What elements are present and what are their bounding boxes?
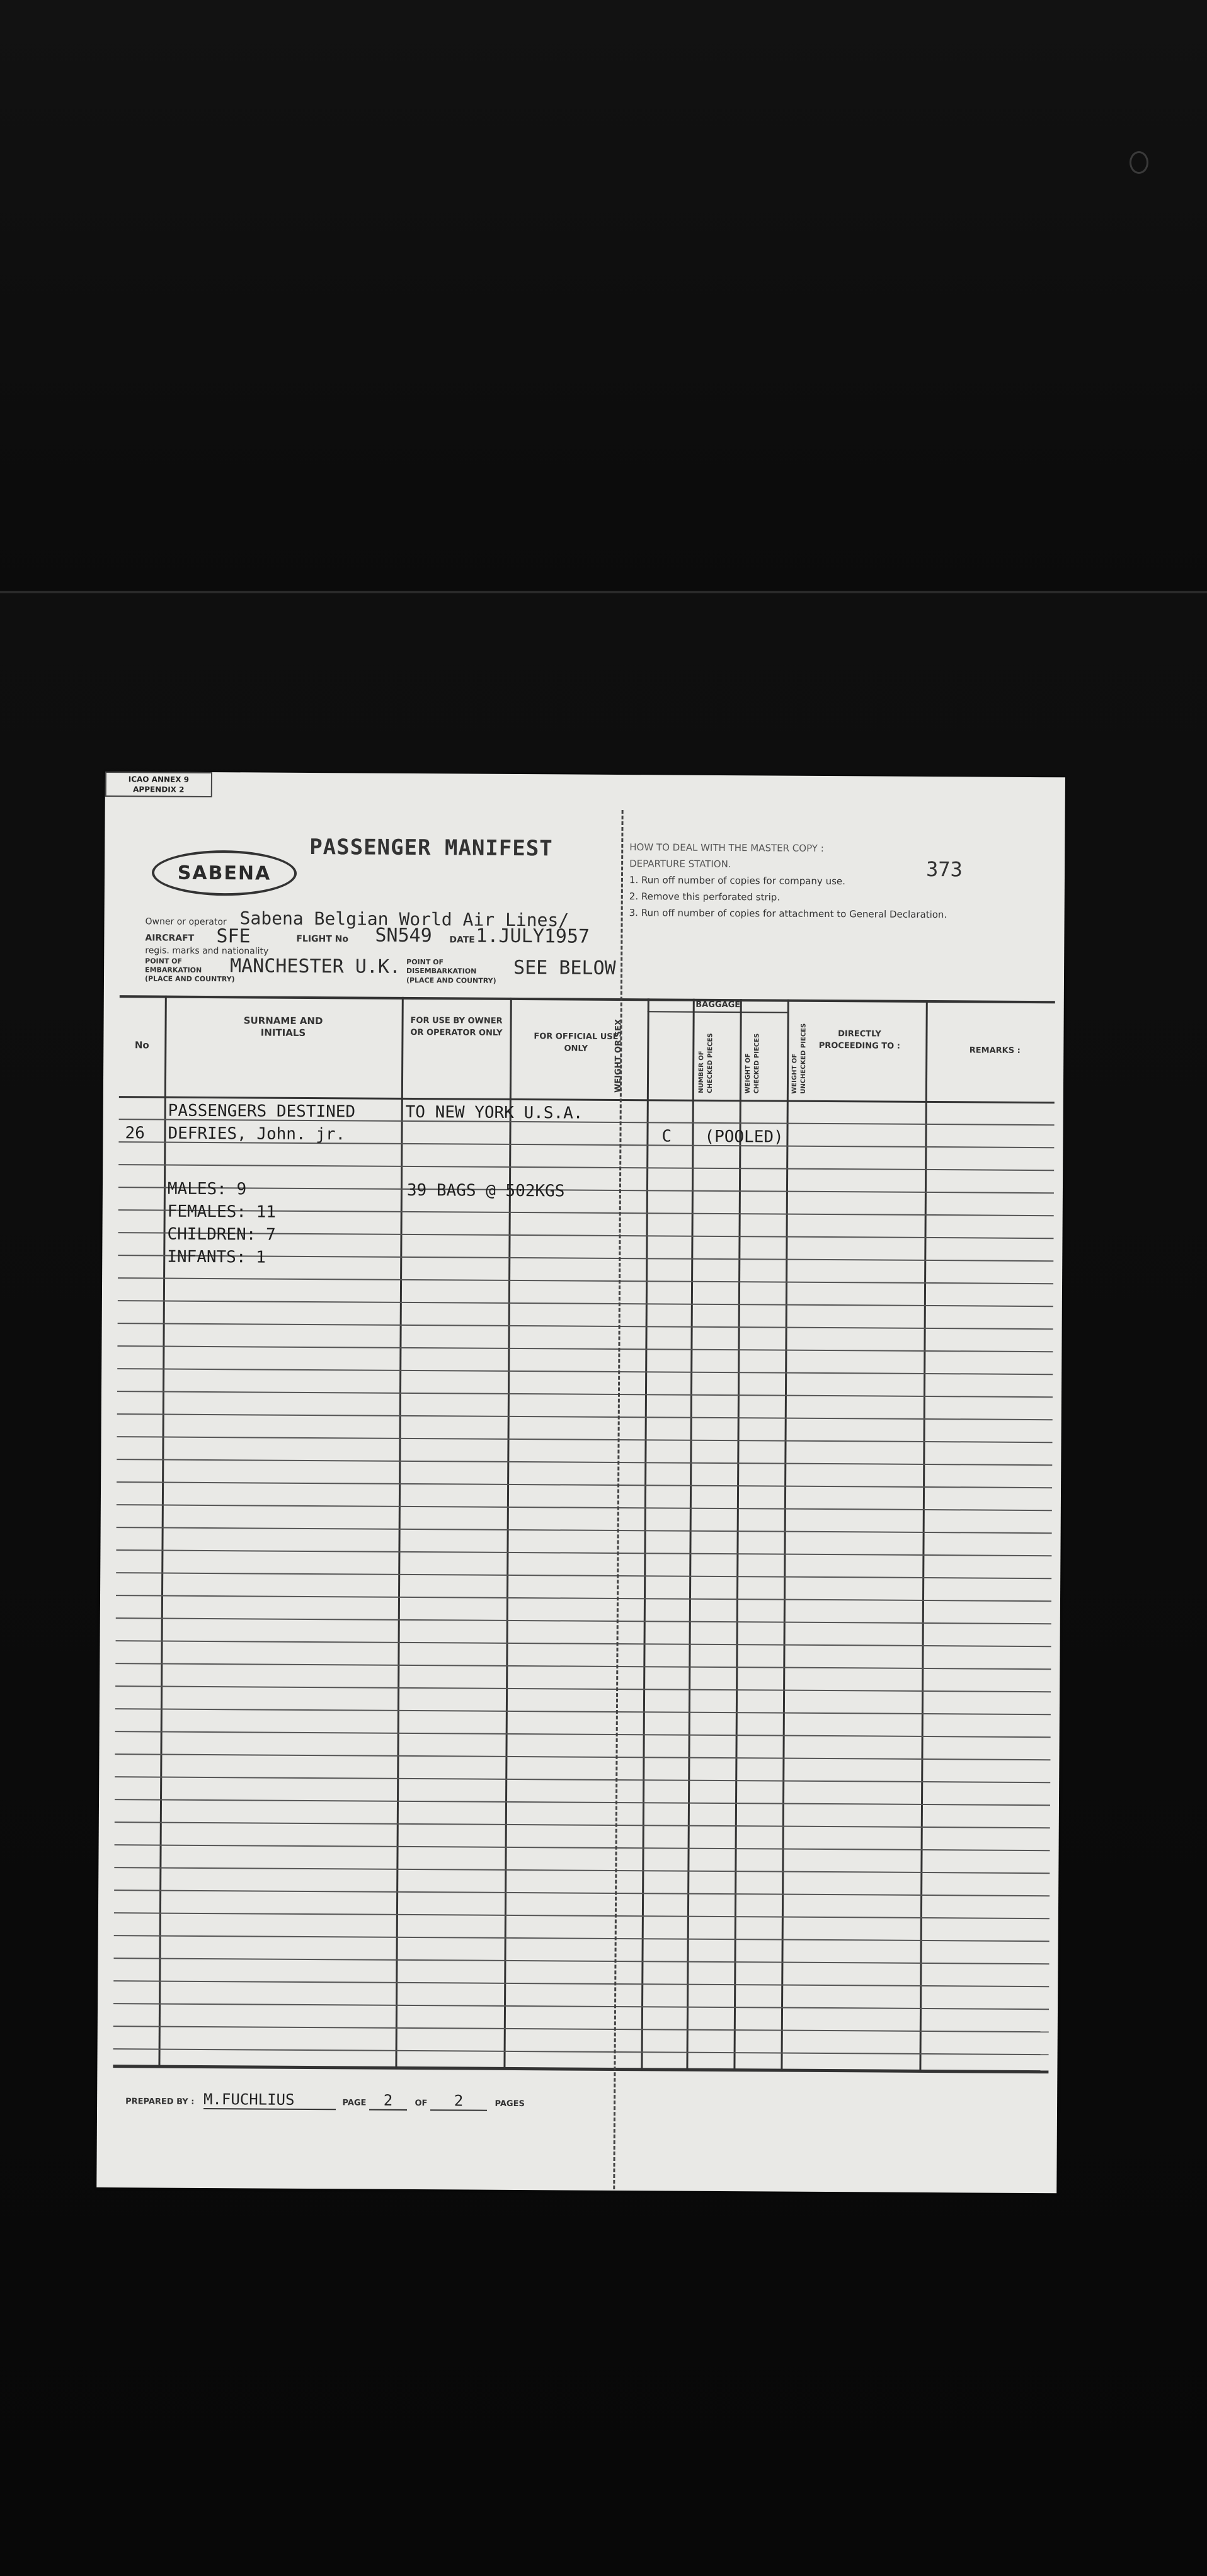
ruled-line xyxy=(116,1617,1051,1624)
ruled-line xyxy=(117,1504,1052,1511)
manifest-sheet xyxy=(96,772,1065,2193)
header-baggage: BAGGAGE xyxy=(695,1000,741,1010)
passenger-sex: C xyxy=(661,1127,672,1146)
aircraft-value: SFE xyxy=(216,925,251,948)
ruled-line xyxy=(117,1413,1053,1420)
disembark-label-1: POINT OF xyxy=(406,957,444,967)
destined-text: PASSENGERS DESTINED xyxy=(168,1101,356,1122)
column-divider xyxy=(919,1000,927,2072)
embark-place-label: (PLACE AND COUNTRY) xyxy=(144,974,235,984)
instructions-block xyxy=(629,839,947,923)
ruled-line xyxy=(114,1912,1050,1919)
header-no: No xyxy=(134,1039,149,1051)
ruled-line xyxy=(113,1980,1049,1987)
destined-destination: TO NEW YORK U.S.A. xyxy=(405,1102,583,1123)
of-label: OF xyxy=(415,2099,428,2109)
prepared-value: M.FUCHLIUS xyxy=(203,2090,295,2109)
total-infants: INFANTS: 1 xyxy=(167,1247,266,1267)
ruled-line xyxy=(115,1685,1051,1692)
ruled-line xyxy=(116,1549,1051,1556)
ruled-line xyxy=(115,1776,1050,1783)
manifest-table xyxy=(113,995,1055,2077)
annex-box xyxy=(105,772,212,797)
ruled-line xyxy=(117,1368,1053,1375)
prepared-line xyxy=(203,2090,336,2110)
ruled-line xyxy=(117,1459,1052,1466)
passenger-number: 26 xyxy=(125,1124,145,1143)
instructions-heading: HOW TO DEAL WITH THE MASTER COPY : xyxy=(629,841,824,854)
header-num-checked: NUMBER OF CHECKED PIECES xyxy=(697,1033,714,1093)
sheet-number: 373 xyxy=(925,857,963,882)
instruction-item: 3. Run off number of copies for attachment to General Declaration. xyxy=(629,907,947,921)
ruled-line xyxy=(117,1527,1052,1534)
page-line xyxy=(369,2092,407,2111)
baggage-header-rule xyxy=(648,1011,787,1013)
ruled-line xyxy=(118,1323,1053,1330)
header-weight-checked: WEIGHT OF CHECKED PIECES xyxy=(744,1033,761,1094)
column-divider xyxy=(395,997,403,2069)
header-weight-sex: WEIGHT OR SEX xyxy=(613,1019,624,1093)
sabena-logo: SABENA xyxy=(152,850,297,896)
ruled-line xyxy=(118,1300,1053,1307)
ruled-line xyxy=(118,1187,1054,1194)
table-top-rule xyxy=(120,995,1055,1003)
ruled-line xyxy=(115,1844,1050,1851)
column-divider xyxy=(503,998,512,2070)
page-value: 2 xyxy=(383,2091,393,2109)
of-value: 2 xyxy=(454,2092,464,2110)
ruled-line xyxy=(116,1595,1051,1602)
ruled-line xyxy=(113,1958,1049,1964)
column-divider xyxy=(158,996,166,2068)
footer xyxy=(125,2090,525,2111)
passenger-name: DEFRIES, John. jr. xyxy=(168,1124,346,1144)
instruction-item: 1. Run off number of copies for company use. xyxy=(629,874,845,887)
disembark-label-2: DISEMBARKATION xyxy=(406,966,477,976)
scan-backdrop-top xyxy=(0,0,1207,592)
ruled-line xyxy=(118,1164,1054,1171)
ruled-line xyxy=(113,2003,1049,2010)
total-children: CHILDREN: 7 xyxy=(167,1224,276,1245)
ruled-line xyxy=(118,1277,1053,1284)
pages-label: PAGES xyxy=(495,2099,525,2109)
punch-hole-mark xyxy=(1130,151,1148,174)
ruled-line xyxy=(114,1935,1050,1942)
header-remarks: REMARKS : xyxy=(969,1046,1021,1056)
form-title: PASSENGER MANIFEST xyxy=(309,834,553,862)
column-divider xyxy=(733,999,741,2071)
header-weight-unchecked: WEIGHT OF UNCHECKED PIECES xyxy=(791,1023,808,1094)
ruled-line xyxy=(115,1799,1050,1806)
ruled-line xyxy=(115,1731,1051,1738)
disembark-value: SEE BELOW xyxy=(513,956,616,979)
ruled-line xyxy=(117,1436,1053,1443)
ruled-line xyxy=(117,1481,1052,1488)
regis-label: regis. marks and nationality xyxy=(145,945,269,957)
date-label: DATE xyxy=(449,935,475,945)
column-divider xyxy=(781,1000,789,2072)
of-line xyxy=(430,2092,487,2111)
aircraft-label: AIRCRAFT xyxy=(145,933,195,943)
ruled-line xyxy=(116,1640,1051,1647)
embark-label-1: POINT OF xyxy=(145,957,183,966)
ruled-line xyxy=(113,2048,1049,2055)
ruled-line xyxy=(117,1391,1053,1398)
ruled-line xyxy=(113,2026,1049,2032)
scan-seam xyxy=(0,591,1207,593)
column-divider xyxy=(686,999,694,2071)
ruled-line xyxy=(116,1572,1051,1579)
date-value: 1.JULY1957 xyxy=(476,925,590,948)
baggage-pooled: (POOLED) xyxy=(704,1127,784,1147)
total-females: FEMALES: 11 xyxy=(167,1202,277,1222)
ruled-line xyxy=(115,1663,1051,1670)
prepared-label: PREPARED BY : xyxy=(125,2097,195,2107)
ruled-line xyxy=(114,1867,1050,1874)
ruled-line xyxy=(114,1889,1050,1896)
ruled-line xyxy=(115,1708,1051,1715)
embark-label-2: EMBARKATION xyxy=(145,966,202,974)
ruled-line xyxy=(115,1753,1050,1760)
instructions-station: DEPARTURE STATION. xyxy=(629,858,731,870)
column-divider xyxy=(641,998,649,2070)
header-proceeding: DIRECTLY PROCEEDING TO : xyxy=(818,1029,901,1051)
annex-line-2: APPENDIX 2 xyxy=(133,785,185,794)
owner-label: Owner or operator xyxy=(145,916,227,928)
total-bags: 39 BAGS @ 502KGS xyxy=(406,1180,565,1201)
header-owner-use: FOR USE BY OWNER OR OPERATOR ONLY xyxy=(410,1015,503,1038)
table-bottom-rule xyxy=(113,2065,1048,2073)
flight-value: SN549 xyxy=(375,924,432,947)
embark-value: MANCHESTER U.K. xyxy=(230,955,401,978)
flight-label: FLIGHT No xyxy=(296,933,349,945)
header-surname: SURNAME AND INITIALS xyxy=(243,1015,323,1039)
owner-value: Sabena Belgian World Air Lines/ xyxy=(239,908,569,931)
total-males: MALES: 9 xyxy=(167,1179,247,1199)
annex-line-1: ICAO ANNEX 9 xyxy=(128,775,190,784)
disembark-place-label: (PLACE AND COUNTRY) xyxy=(406,976,496,985)
ruled-line xyxy=(115,1821,1050,1828)
header-official-use: FOR OFFICIAL USE ONLY xyxy=(534,1032,619,1054)
page-label: PAGE xyxy=(342,2098,367,2108)
ruled-line xyxy=(117,1345,1053,1352)
instruction-item: 2. Remove this perforated strip. xyxy=(629,891,781,903)
